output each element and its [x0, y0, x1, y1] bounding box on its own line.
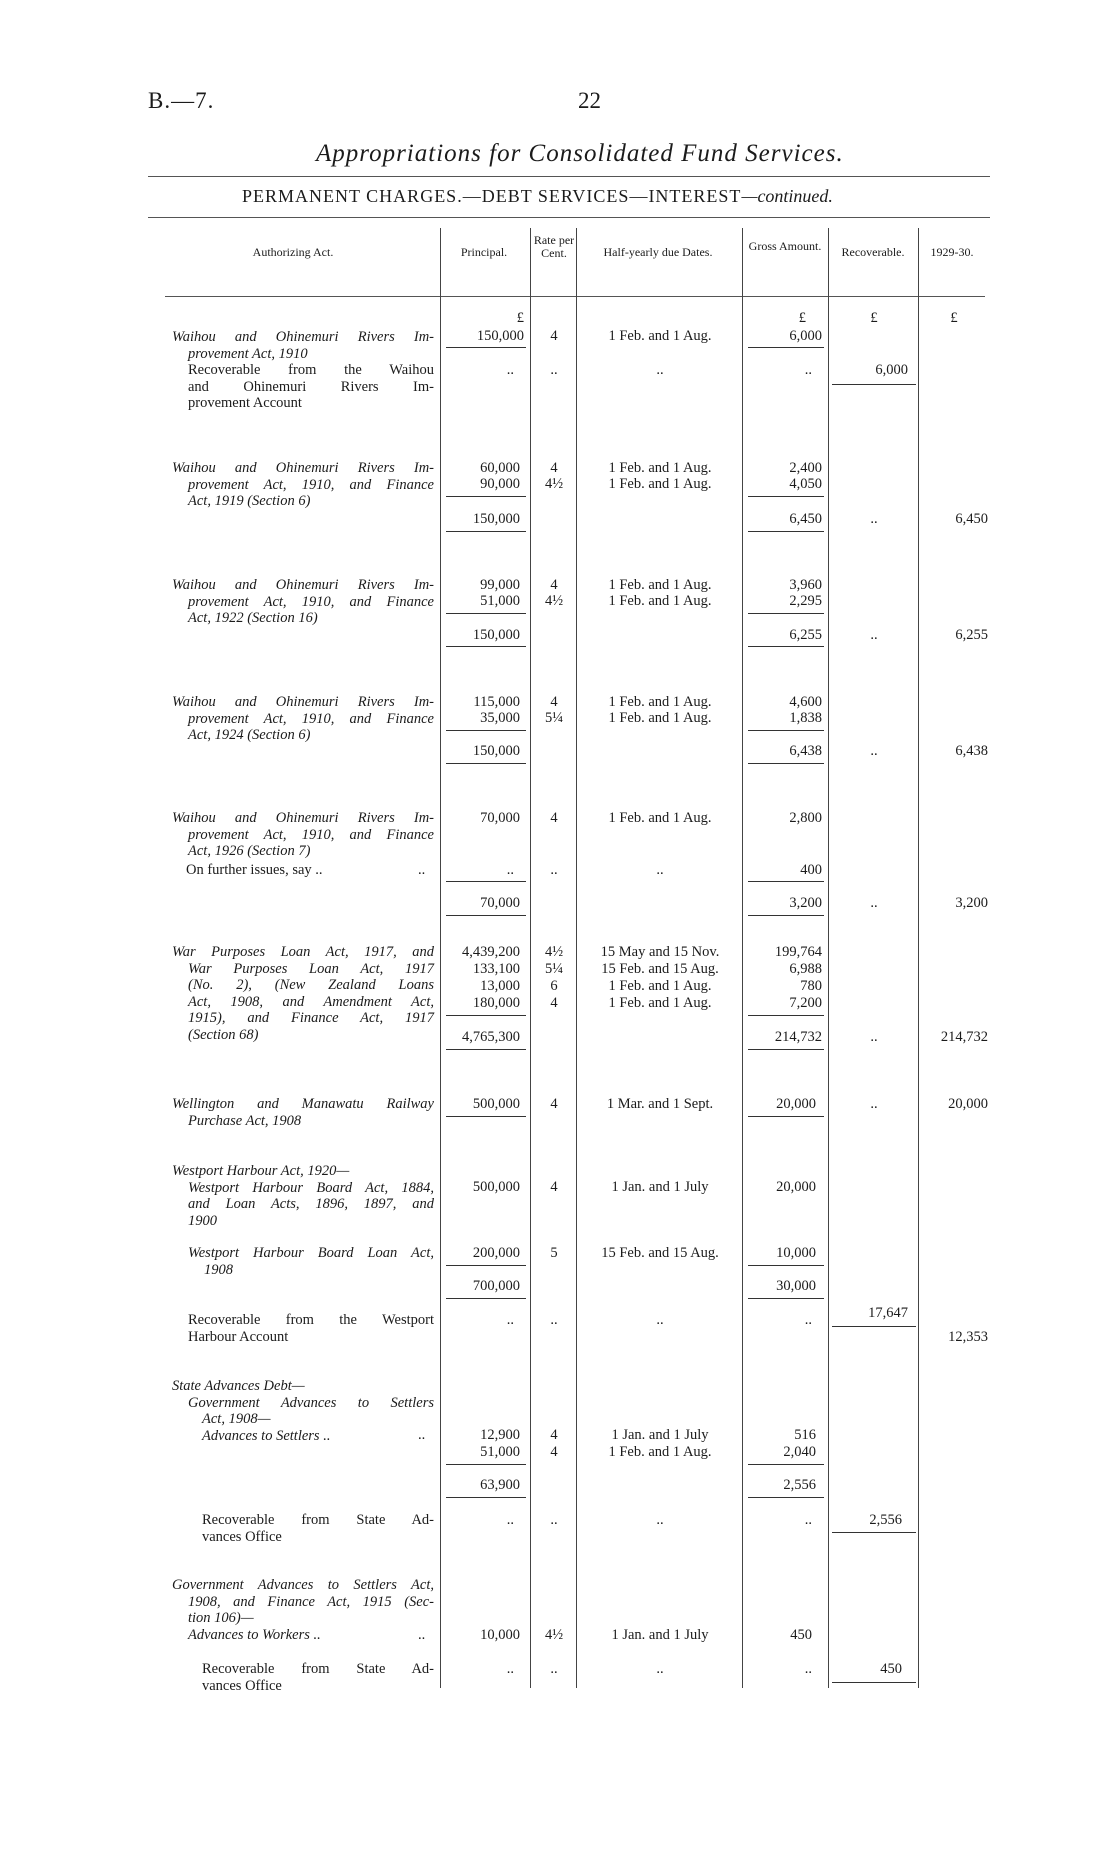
net-value: 3,200: [955, 895, 988, 911]
rate-value: ..: [550, 862, 558, 878]
recoverable-line: vances Office: [202, 1528, 282, 1545]
dates-value: 1 Feb. and 1 Aug.: [608, 978, 712, 994]
gross-value: 4,050: [789, 476, 822, 492]
recoverable-description: [202, 1661, 434, 1694]
act-line: Advances to Workers ..: [188, 1626, 321, 1643]
principal-value: 500,000: [472, 1096, 520, 1112]
recoverable-value: 2,556: [869, 1512, 902, 1528]
recoverable-value: ..: [870, 627, 878, 643]
rate-value: 4½: [544, 476, 564, 492]
gross-value: 2,400: [789, 460, 822, 476]
act-line: 1908, and Finance Act, 1915 (Sec-: [188, 1593, 434, 1610]
rate-value: 4½: [544, 593, 564, 609]
recoverable-description: [202, 1512, 434, 1545]
act-line: War Purposes Loan Act, 1917, and: [172, 944, 434, 960]
rule: [446, 347, 526, 348]
act-line: (No. 2), (New Zealand Loans: [188, 977, 434, 993]
recoverable-line: vances Office: [202, 1677, 282, 1694]
dates-value: 1 Feb. and 1 Aug.: [608, 460, 712, 476]
rule: [748, 881, 824, 882]
recoverable-description: [188, 1312, 434, 1345]
dates-value: 1 Jan. and 1 July: [611, 1627, 709, 1643]
gross-value: 400: [800, 862, 822, 878]
rule: [748, 915, 824, 916]
principal-value: 51,000: [480, 593, 520, 609]
act-line: Waihou and Ohinemuri Rivers Im-: [172, 810, 434, 826]
rule: [446, 730, 526, 731]
rule: [446, 496, 526, 497]
gross-value: ..: [804, 1661, 812, 1677]
principal-value: 70,000: [480, 810, 520, 826]
dates-value: 1 Feb. and 1 Aug.: [608, 593, 712, 609]
dates-value: 1 Feb. and 1 Aug.: [608, 810, 712, 826]
col-header-dates: Half-yearly due Dates.: [603, 245, 713, 259]
rate-value: 5: [550, 1245, 558, 1261]
principal-value: ..: [506, 1512, 514, 1528]
gross-value: 2,800: [789, 810, 822, 826]
act-line: Waihou and Ohinemuri Rivers Im-: [172, 577, 434, 593]
rate-value: 5¼: [544, 961, 564, 977]
rule: [748, 1015, 824, 1016]
act-line: Waihou and Ohinemuri Rivers Im-: [172, 694, 434, 710]
principal-value: 51,000: [480, 1444, 520, 1460]
gross-total: 2,556: [783, 1477, 816, 1493]
header-bottom-rule: [165, 296, 985, 297]
rule: [748, 1298, 824, 1299]
col-rule: [918, 228, 919, 1688]
rule: [446, 1265, 526, 1266]
act-line: Westport Harbour Act, 1920—: [172, 1163, 350, 1179]
net-value: 214,732: [940, 1029, 988, 1045]
recoverable-line: and Ohinemuri Rivers Im-: [188, 378, 434, 395]
rule: [748, 531, 824, 532]
rule: [832, 1682, 916, 1683]
rate-value: ..: [550, 1512, 558, 1528]
rule: [446, 1497, 526, 1498]
leader-dots: ..: [418, 1427, 426, 1443]
dates-value: 1 Feb. and 1 Aug.: [608, 995, 712, 1011]
gross-value: ..: [804, 1312, 812, 1328]
leader-dots: ..: [418, 862, 426, 878]
principal-value: ..: [506, 1661, 514, 1677]
currency-symbol: £: [950, 310, 958, 326]
dates-value: 15 Feb. and 15 Aug.: [601, 1245, 719, 1261]
rule: [748, 1497, 824, 1498]
gross-value: 199,764: [774, 944, 822, 960]
rule: [446, 1298, 526, 1299]
rate-value: 4½: [544, 1627, 564, 1643]
page-number: 22: [578, 88, 601, 113]
col-header-authorizing-act: Authorizing Act.: [252, 245, 334, 259]
act-line: Act, 1908, and Amendment Act,: [188, 993, 434, 1010]
rate-value: 4: [550, 995, 558, 1011]
rule: [748, 613, 824, 614]
net-value: 6,255: [955, 627, 988, 643]
dates-value: ..: [656, 1661, 664, 1677]
act-line: 1900: [188, 1212, 217, 1229]
rate-value: 4½: [544, 944, 564, 960]
page-title: Appropriations for Consolidated Fund Services.: [316, 140, 844, 167]
rule: [748, 1265, 824, 1266]
act-line: Act, 1922 (Section 16): [188, 610, 318, 626]
rate-value: 4: [550, 1179, 558, 1195]
currency-symbol: £: [870, 310, 878, 326]
rate-value: ..: [550, 1312, 558, 1328]
principal-value: 500,000: [472, 1179, 520, 1195]
rule: [748, 730, 824, 731]
act-description: [188, 1245, 434, 1278]
further-issues-label: On further issues, say ..: [186, 862, 323, 878]
dates-value: ..: [656, 1512, 664, 1528]
act-description: [172, 329, 434, 362]
principal-total: 150,000: [472, 743, 520, 759]
dates-value: 15 May and 15 Nov.: [600, 944, 720, 960]
recoverable-value: ..: [870, 1029, 878, 1045]
act-line: and Loan Acts, 1896, 1897, and: [188, 1196, 434, 1212]
gross-total: 6,438: [789, 743, 822, 759]
recoverable-value: 17,647: [868, 1305, 908, 1321]
col-rule: [828, 228, 829, 1688]
rate-value: ..: [550, 1661, 558, 1677]
act-line: Act, 1908—: [202, 1411, 271, 1427]
principal-value: 133,100: [472, 961, 520, 977]
gross-value: 6,988: [789, 961, 822, 977]
act-line: (Section 68): [188, 1026, 259, 1043]
document-reference: B.—7.: [148, 88, 215, 113]
act-line: Act, 1919 (Section 6): [188, 493, 311, 509]
dates-value: ..: [656, 362, 664, 378]
gross-value: 6,000: [789, 328, 822, 344]
act-description: [172, 810, 434, 860]
gross-value: 516: [794, 1427, 816, 1443]
dates-value: ..: [656, 1312, 664, 1328]
act-line: Westport Harbour Board Loan Act,: [188, 1245, 434, 1261]
rate-value: 4: [550, 810, 558, 826]
currency-symbol: £: [798, 310, 806, 326]
net-value: 12,353: [948, 1329, 988, 1345]
gross-value: 2,040: [783, 1444, 816, 1460]
rule: [446, 1116, 526, 1117]
subtitle-continued: —continued.: [741, 186, 833, 206]
rule: [748, 496, 824, 497]
col-header-recoverable: Recoverable.: [841, 245, 905, 259]
rule: [446, 881, 526, 882]
principal-value: ..: [506, 862, 514, 878]
principal-total: 63,900: [480, 1477, 520, 1493]
recoverable-line: Recoverable from the Westport: [188, 1312, 434, 1328]
act-description: [172, 1163, 434, 1229]
gross-value: 1,838: [789, 710, 822, 726]
act-description: [172, 577, 434, 627]
act-line: provement Act, 1910: [188, 345, 308, 362]
gross-value: 450: [790, 1627, 812, 1643]
dates-value: 1 Feb. and 1 Aug.: [608, 1444, 712, 1460]
gross-value: ..: [804, 1512, 812, 1528]
principal-value: 150,000: [476, 328, 524, 344]
recoverable-value: ..: [870, 511, 878, 527]
act-description: [172, 1096, 434, 1129]
gross-value: 7,200: [789, 995, 822, 1011]
col-header-rate: Rate per Cent.: [533, 233, 575, 260]
gross-total: 214,732: [774, 1029, 822, 1045]
rate-value: 4: [550, 577, 558, 593]
act-line: tion 106)—: [188, 1610, 254, 1626]
title-rule: [148, 176, 990, 177]
recoverable-value: ..: [870, 895, 878, 911]
act-line: Purchase Act, 1908: [188, 1112, 302, 1129]
principal-value: 10,000: [480, 1627, 520, 1643]
rule: [446, 1015, 526, 1016]
col-header-year: 1929-30.: [930, 245, 974, 259]
principal-value: ..: [506, 362, 514, 378]
section-subtitle: [242, 186, 833, 207]
col-rule: [530, 228, 531, 1688]
act-description: [172, 694, 434, 744]
dates-value: 1 Mar. and 1 Sept.: [606, 1096, 714, 1112]
rule: [832, 384, 916, 385]
header-top-rule: [148, 217, 990, 218]
gross-value: 3,960: [789, 577, 822, 593]
principal-value: 90,000: [480, 476, 520, 492]
col-header-gross: Gross Amount.: [748, 239, 822, 253]
net-value: 6,438: [955, 743, 988, 759]
principal-value: 13,000: [480, 978, 520, 994]
rule: [446, 1464, 526, 1465]
act-description: [172, 944, 434, 1043]
recoverable-line: Recoverable from the Waihou: [188, 362, 434, 378]
rule: [446, 763, 526, 764]
act-line: Waihou and Ohinemuri Rivers Im-: [172, 460, 434, 476]
rule: [748, 646, 824, 647]
rule: [832, 1326, 916, 1327]
rate-value: 4: [550, 1427, 558, 1443]
rule: [748, 1464, 824, 1465]
recoverable-value: 450: [880, 1661, 902, 1677]
recoverable-value: ..: [870, 1096, 878, 1112]
gross-total: 3,200: [789, 895, 822, 911]
principal-value: 12,900: [480, 1427, 520, 1443]
act-line: Government Advances to Settlers Act,: [172, 1577, 434, 1593]
rule: [748, 347, 824, 348]
col-header-principal: Principal.: [460, 245, 508, 259]
rule: [748, 763, 824, 764]
col-rule: [742, 228, 743, 1688]
act-line: Waihou and Ohinemuri Rivers Im-: [172, 329, 434, 345]
principal-total: 70,000: [480, 895, 520, 911]
principal-value: 200,000: [472, 1245, 520, 1261]
rule: [446, 613, 526, 614]
act-description: [172, 1577, 434, 1643]
principal-value: 99,000: [480, 577, 520, 593]
act-description: [172, 1378, 434, 1444]
dates-value: 1 Jan. and 1 July: [611, 1427, 709, 1443]
net-value: 20,000: [948, 1096, 988, 1112]
recoverable-value: 6,000: [875, 362, 908, 378]
dates-value: 1 Feb. and 1 Aug.: [608, 694, 712, 710]
rule: [446, 1049, 526, 1050]
rate-value: 4: [550, 694, 558, 710]
recoverable-value: ..: [870, 743, 878, 759]
principal-total: 700,000: [472, 1278, 520, 1294]
gross-value: 20,000: [776, 1096, 816, 1112]
gross-value: 780: [800, 978, 822, 994]
act-line: Act, 1926 (Section 7): [188, 843, 311, 859]
act-line: Act, 1924 (Section 6): [188, 727, 311, 743]
col-rule: [440, 228, 441, 1688]
principal-total: 150,000: [472, 627, 520, 643]
dates-value: 1 Feb. and 1 Aug.: [608, 476, 712, 492]
gross-total: 6,255: [789, 627, 822, 643]
gross-value: 4,600: [789, 694, 822, 710]
act-description: [172, 460, 434, 510]
leader-dots: ..: [418, 1627, 426, 1643]
dates-value: 1 Feb. and 1 Aug.: [608, 577, 712, 593]
rule: [832, 1532, 916, 1533]
rate-value: 4: [550, 328, 558, 344]
principal-value: 180,000: [472, 995, 520, 1011]
rate-value: 4: [550, 1096, 558, 1112]
subtitle-main: PERMANENT CHARGES.—DEBT SERVICES—INTEREST: [242, 186, 742, 206]
recoverable-line: provement Account: [188, 395, 302, 411]
principal-value: 35,000: [480, 710, 520, 726]
gross-value: 10,000: [776, 1245, 816, 1261]
col-rule: [576, 228, 577, 1688]
act-line: 1915), and Finance Act, 1917: [188, 1010, 434, 1026]
principal-value: 4,439,200: [462, 944, 520, 960]
act-line: provement Act, 1910, and Finance: [188, 826, 434, 843]
act-line: Advances to Settlers ..: [202, 1427, 331, 1444]
rate-value: 5¼: [544, 710, 564, 726]
rule: [748, 1049, 824, 1050]
act-line: Westport Harbour Board Act, 1884,: [188, 1179, 434, 1196]
recoverable-line: Recoverable from State Ad-: [202, 1661, 434, 1677]
dates-value: ..: [656, 862, 664, 878]
recoverable-line: Recoverable from State Ad-: [202, 1512, 434, 1528]
principal-value: ..: [506, 1312, 514, 1328]
dates-value: 1 Feb. and 1 Aug.: [608, 710, 712, 726]
rule: [446, 531, 526, 532]
gross-value: ..: [804, 362, 812, 378]
act-line: State Advances Debt—: [172, 1378, 305, 1394]
recoverable-description: [188, 362, 434, 412]
rule: [748, 1116, 824, 1117]
act-line: provement Act, 1910, and Finance: [188, 593, 434, 610]
rate-value: 4: [550, 460, 558, 476]
rule: [446, 915, 526, 916]
rate-value: 4: [550, 1444, 558, 1460]
recoverable-line: Harbour Account: [188, 1328, 289, 1345]
rule: [446, 646, 526, 647]
act-line: 1908: [204, 1261, 233, 1278]
principal-total: 150,000: [472, 511, 520, 527]
act-line: provement Act, 1910, and Finance: [188, 476, 434, 493]
rate-value: 6: [550, 978, 558, 994]
dates-value: 15 Feb. and 15 Aug.: [601, 961, 719, 977]
gross-total: 30,000: [776, 1278, 816, 1294]
gross-value: 2,295: [789, 593, 822, 609]
principal-total: 4,765,300: [462, 1029, 520, 1045]
gross-value: 20,000: [776, 1179, 816, 1195]
gross-total: 6,450: [789, 511, 822, 527]
act-line: provement Act, 1910, and Finance: [188, 710, 434, 727]
act-line: Wellington and Manawatu Railway: [172, 1096, 434, 1112]
principal-value: 60,000: [480, 460, 520, 476]
dates-value: 1 Feb. and 1 Aug.: [608, 328, 712, 344]
act-line: War Purposes Loan Act, 1917: [188, 960, 434, 977]
net-value: 6,450: [955, 511, 988, 527]
dates-value: 1 Jan. and 1 July: [611, 1179, 709, 1195]
currency-symbol: £: [516, 310, 524, 326]
principal-value: 115,000: [473, 694, 520, 710]
act-line: Government Advances to Settlers: [188, 1394, 434, 1411]
rate-value: ..: [550, 362, 558, 378]
